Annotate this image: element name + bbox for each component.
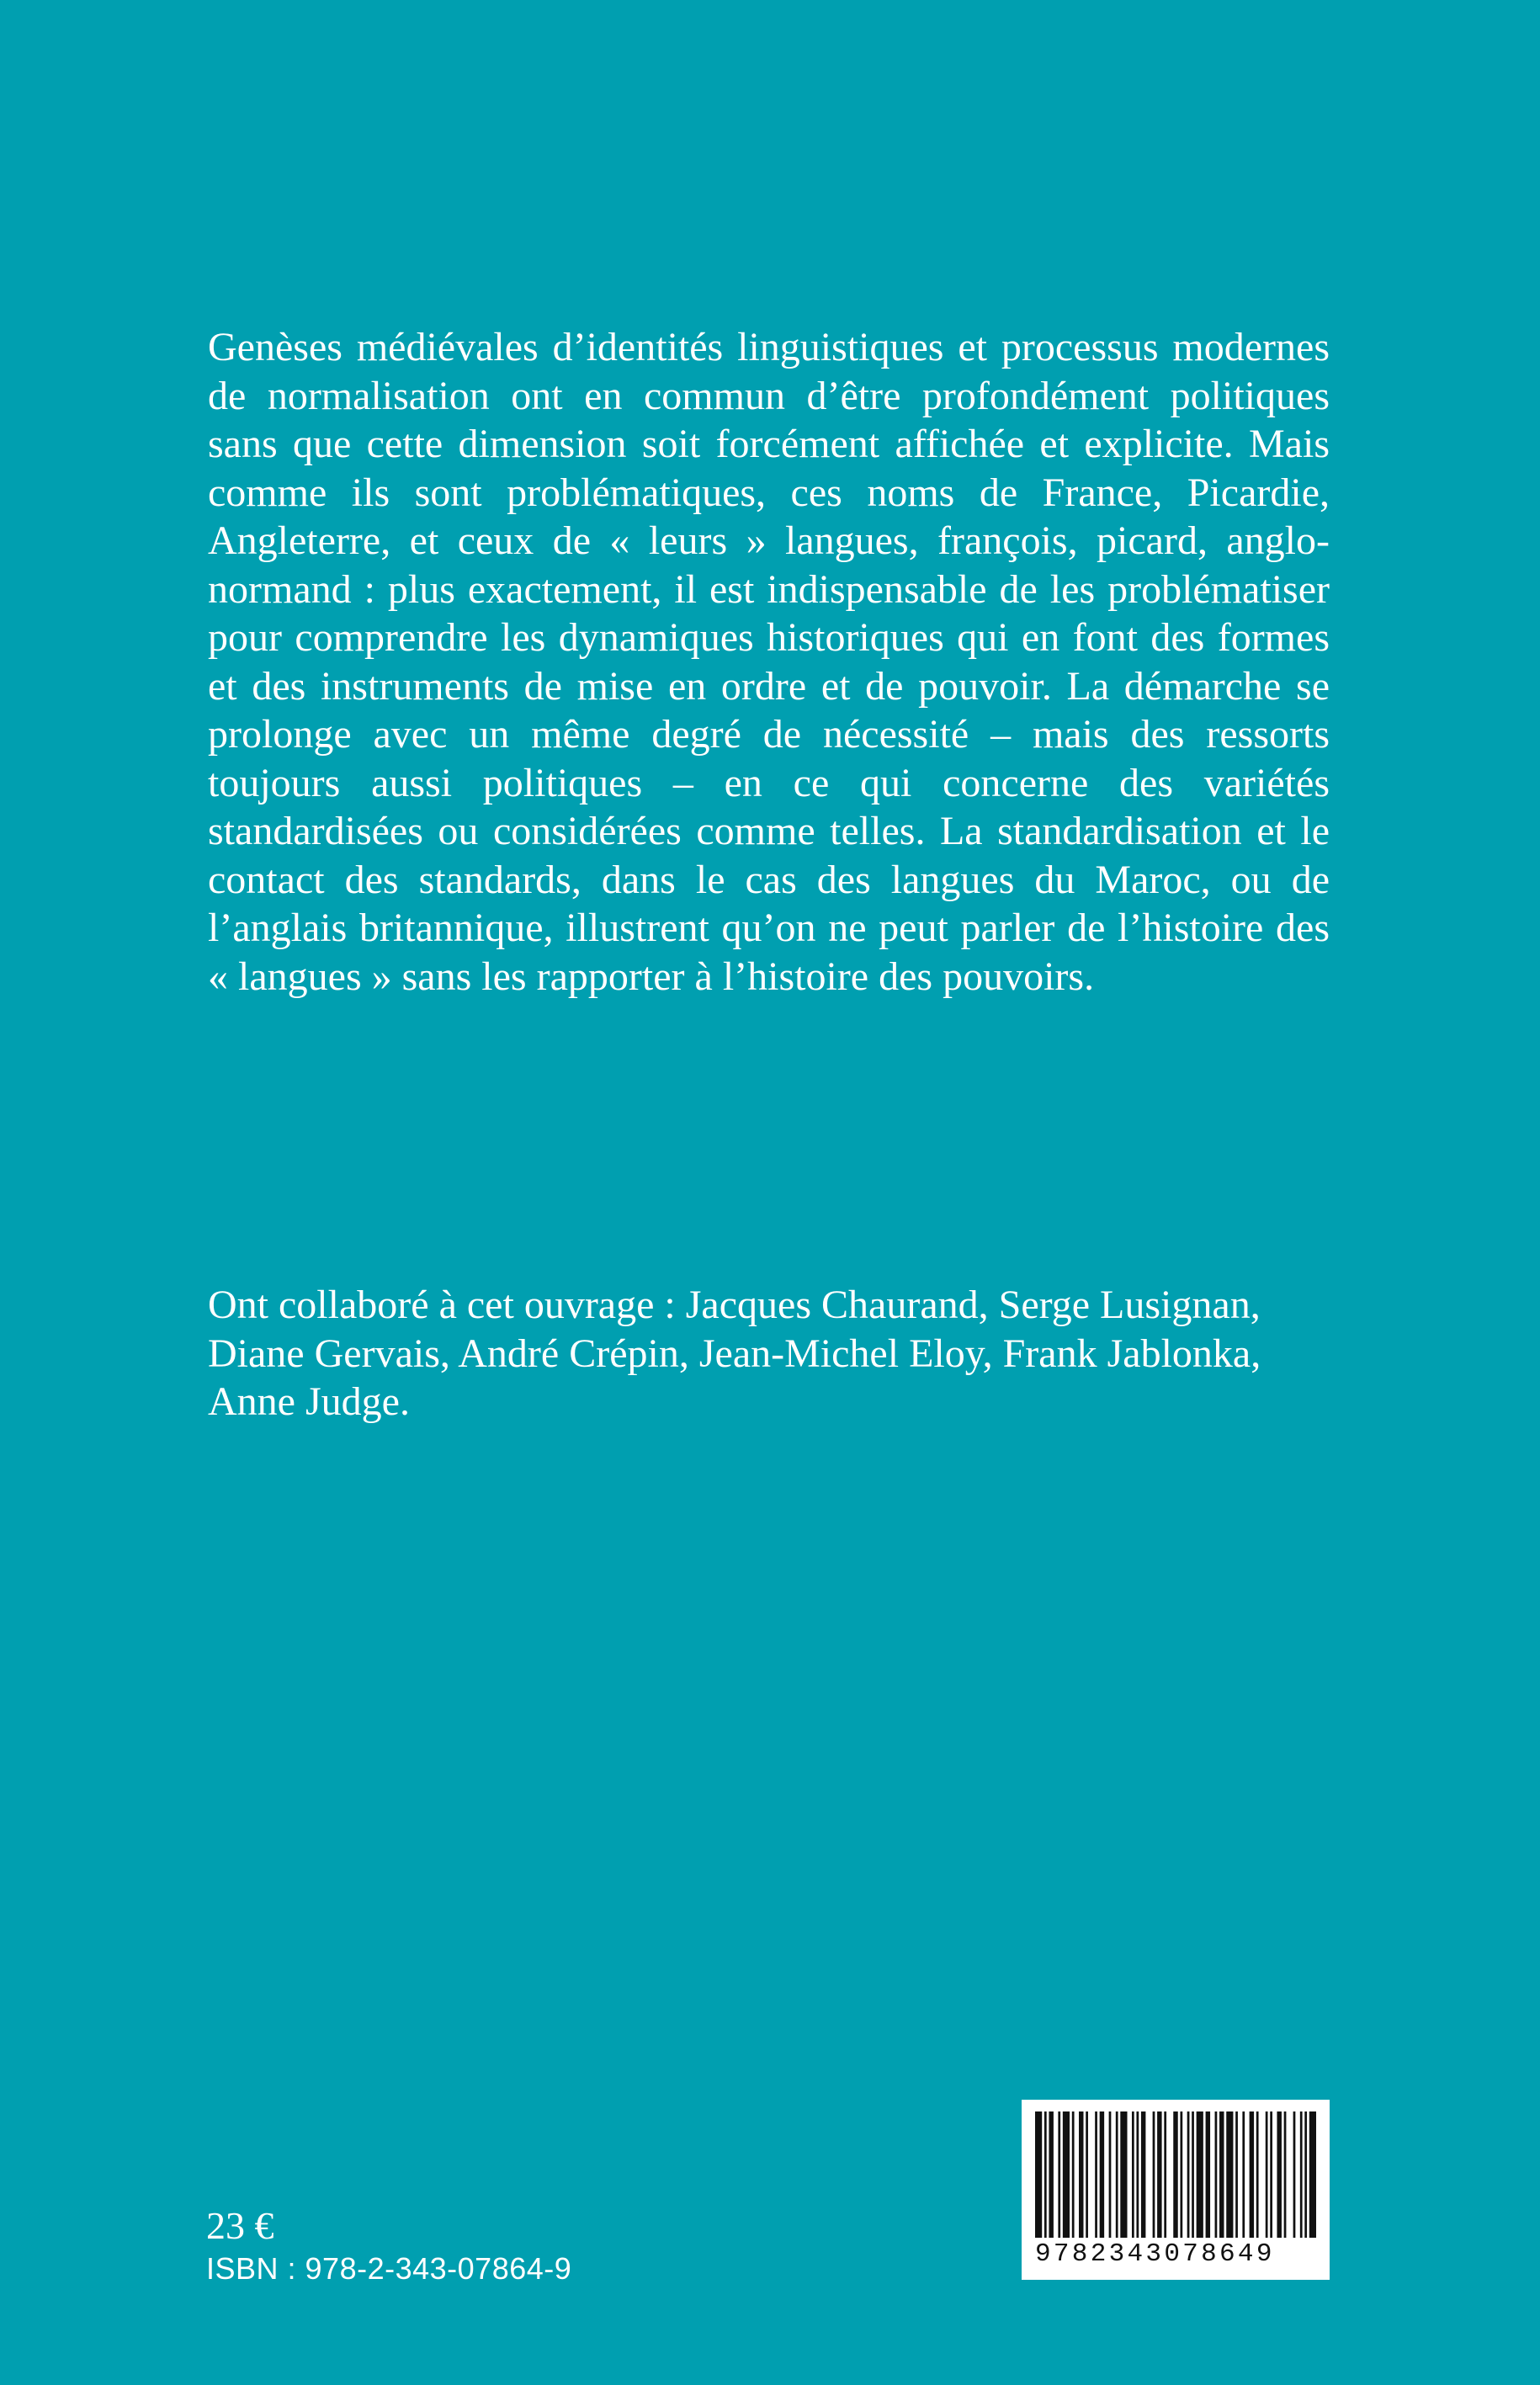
barcode-bar [1072, 2111, 1075, 2238]
barcode-bar [1132, 2111, 1134, 2238]
barcode-bar [1095, 2111, 1097, 2238]
barcode-bars-icon [1035, 2111, 1316, 2238]
barcode-bar [1300, 2111, 1303, 2238]
barcode-bar [1226, 2111, 1233, 2238]
barcode-bar [1058, 2111, 1060, 2238]
barcode-bar [1136, 2111, 1139, 2238]
barcode-bar [1277, 2111, 1281, 2238]
barcode-bar [1035, 2111, 1042, 2238]
barcode-bar [1120, 2111, 1127, 2238]
barcode-bar [1079, 2111, 1083, 2238]
barcode-bar [1304, 2111, 1307, 2238]
barcode-bar [1197, 2111, 1203, 2238]
contributors-text: Ont collaboré à cet ouvrage : Jacques Chaurand, Serge Lusignan, Diane Gervais, André Crépin, Jean-Michel Eloy, Frank Jablonka, Anne Judge. [208, 1283, 1261, 1424]
barcode-bar [1141, 2111, 1145, 2238]
barcode-bar [1049, 2111, 1053, 2238]
barcode-bar [1309, 2111, 1316, 2238]
barcode-bar [1215, 2111, 1218, 2238]
barcode-bar [1044, 2111, 1047, 2238]
barcode-bar [1250, 2111, 1254, 2238]
barcode-bar [1100, 2111, 1104, 2238]
barcode-bar [1192, 2111, 1194, 2238]
barcode-bar [1270, 2111, 1272, 2238]
barcode-bar [1187, 2111, 1190, 2238]
price-label: 23 € [206, 2204, 274, 2247]
barcode-bar [1173, 2111, 1177, 2238]
barcode-bar [1206, 2111, 1210, 2238]
barcode-bar [1164, 2111, 1166, 2238]
barcode-bar [1180, 2111, 1182, 2238]
barcode-bar [1153, 2111, 1155, 2238]
barcode-bar [1219, 2111, 1224, 2238]
barcode-bar [1235, 2111, 1238, 2238]
barcode-bar [1256, 2111, 1259, 2238]
barcode-bar [1266, 2111, 1268, 2238]
barcode-bar [1284, 2111, 1287, 2238]
barcode [1022, 2100, 1330, 2280]
barcode-bar [1116, 2111, 1118, 2238]
barcode-bar [1293, 2111, 1296, 2238]
barcode-bar [1086, 2111, 1088, 2238]
barcode-bar [1242, 2111, 1245, 2238]
isbn-label: ISBN : 978-2-343-07864-9 [206, 2251, 572, 2286]
blurb-text: Genèses médiévales d’identités linguistiques et processus modernes de normalisation ont en commun d’être profondément politiques sans que cette dimension soit forcément affichée et explicite. Mais comme ils sont problématiques, ces noms de France, Picardie, Angleterre, et ceux de « leurs » langues, françois, picard, anglonormand : plus exactement, il est indispensable de les problématiser pour comprendre les dynamiques historiques qui en font des formes et des instruments de mise en ordre et de pouvoir. La démarche se prolonge avec un même degré de nécessité – mais des ressorts toujours aussi politiques – en ce qui concerne des variétés standardisées ou considérées comme telles. La standardisation et le contact des standards, dans le cas des langues du Maroc, ou de l’anglais britannique, illustrent qu’on ne peut parler de l’histoire des « langues » sans les rapporter à l’histoire des pouvoirs. [208, 325, 1330, 999]
barcode-digits: 9782343078649 [1035, 2239, 1275, 2269]
barcode-bar [1063, 2111, 1070, 2238]
barcode-bar [1109, 2111, 1112, 2238]
barcode-bar [1157, 2111, 1161, 2238]
